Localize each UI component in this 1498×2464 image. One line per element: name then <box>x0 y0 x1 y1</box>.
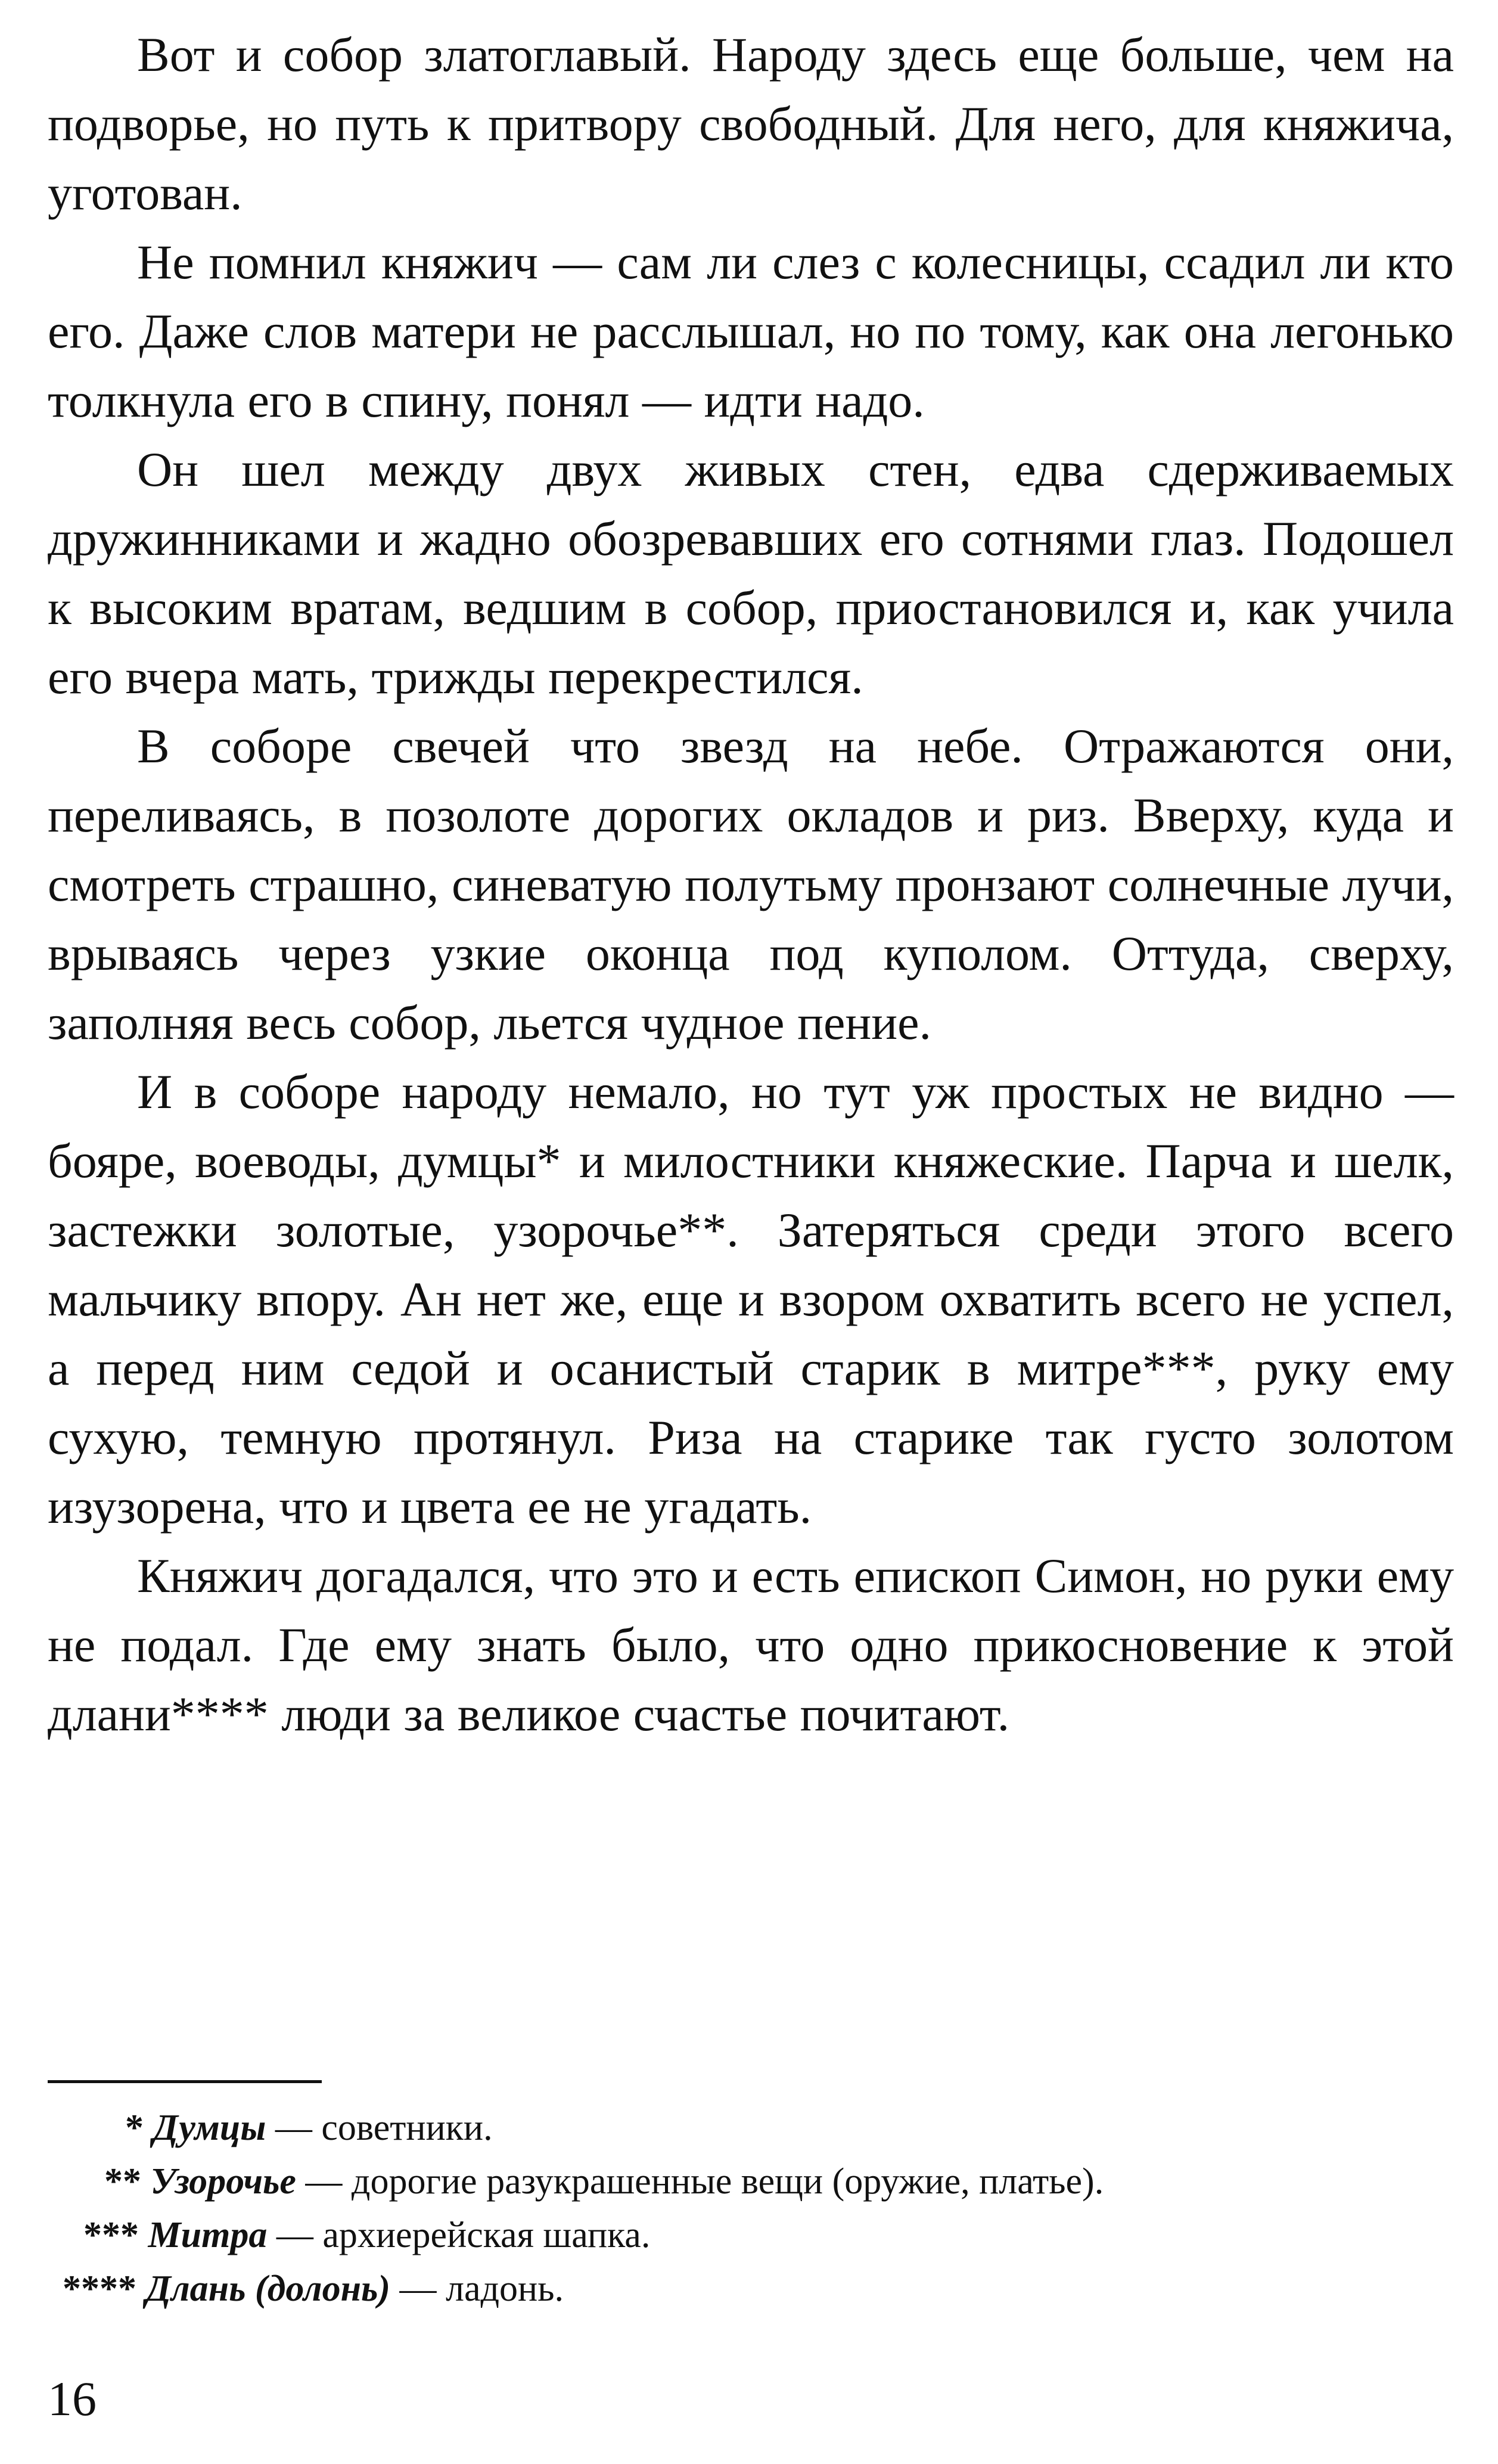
footnote-term: Узорочье <box>150 2161 296 2202</box>
footnote <box>48 2262 1454 2316</box>
paragraph: И в соборе народу немало, но тут уж простых не видно — бояре, воеводы, думцы* и милостники княжеские. Парча и шелк, застежки золотые, узорочье**. Затеряться среди этого всего мальчику впору. Ан нет же, еще и взором охватить всего не успел, а перед ним седой и осанистый старик в митре***, руку ему сухую, темную протянул. Риза на старике так густо золотом изузорена, что и цвета ее не угадать. <box>48 1065 1454 1534</box>
footnote-mark: * <box>125 2108 144 2148</box>
footnote-definition: — архиерейская шапка. <box>267 2215 651 2255</box>
body-text <box>48 20 1454 1749</box>
footnote-mark: *** <box>83 2215 139 2255</box>
footnote-term: Длань (долонь) <box>145 2269 391 2309</box>
footnote-separator <box>48 2080 322 2083</box>
paragraph: Вот и собор златоглавый. Народу здесь еще больше, чем на подворье, но путь к притвору свободный. Для него, для княжича, уготован. <box>48 27 1454 220</box>
footnote <box>48 2101 1454 2155</box>
footnote <box>48 2155 1454 2208</box>
paragraph: В соборе свечей что звезд на небе. Отражаются они, переливаясь, в позолоте дорогих окладов и риз. Вверху, куда и смотреть страшно, синеватую полутьму пронзают солнечные лучи, врываясь через узкие оконца под куполом. Оттуда, сверху, заполняя весь собор, льется чудное пение. <box>48 719 1454 1050</box>
footnote-mark: **** <box>63 2269 136 2309</box>
paragraph: Княжич догадался, что это и есть епископ Симон, но руки ему не подал. Где ему знать было, что одно прикосновение к этой длани**** люди за великое счастье почитают. <box>48 1548 1454 1741</box>
footnote-term: Митра <box>148 2215 268 2255</box>
footnotes <box>48 2101 1454 2316</box>
footnote-definition: — советники. <box>266 2108 493 2148</box>
paragraph: Не помнил княжич — сам ли слез с колесницы, ссадил ли кто его. Даже слов матери не расслышал, но по тому, как она легонько толкнула его в спину, понял — идти надо. <box>48 235 1454 427</box>
footnote-term: Думцы <box>153 2108 266 2148</box>
footnote-mark: ** <box>104 2161 141 2202</box>
footnote-definition: — дорогие разукрашенные вещи (оружие, платье). <box>296 2161 1104 2202</box>
page-number: 16 <box>48 2372 97 2426</box>
footnote <box>48 2208 1454 2262</box>
footnote-definition: — ладонь. <box>390 2269 564 2309</box>
paragraph: Он шел между двух живых стен, едва сдерживаемых дружинниками и жадно обозревавших его сотнями глаз. Подошел к высоким вратам, ведшим в собор, приостановился и, как учила его вчера мать, трижды перекрестился. <box>48 442 1454 704</box>
